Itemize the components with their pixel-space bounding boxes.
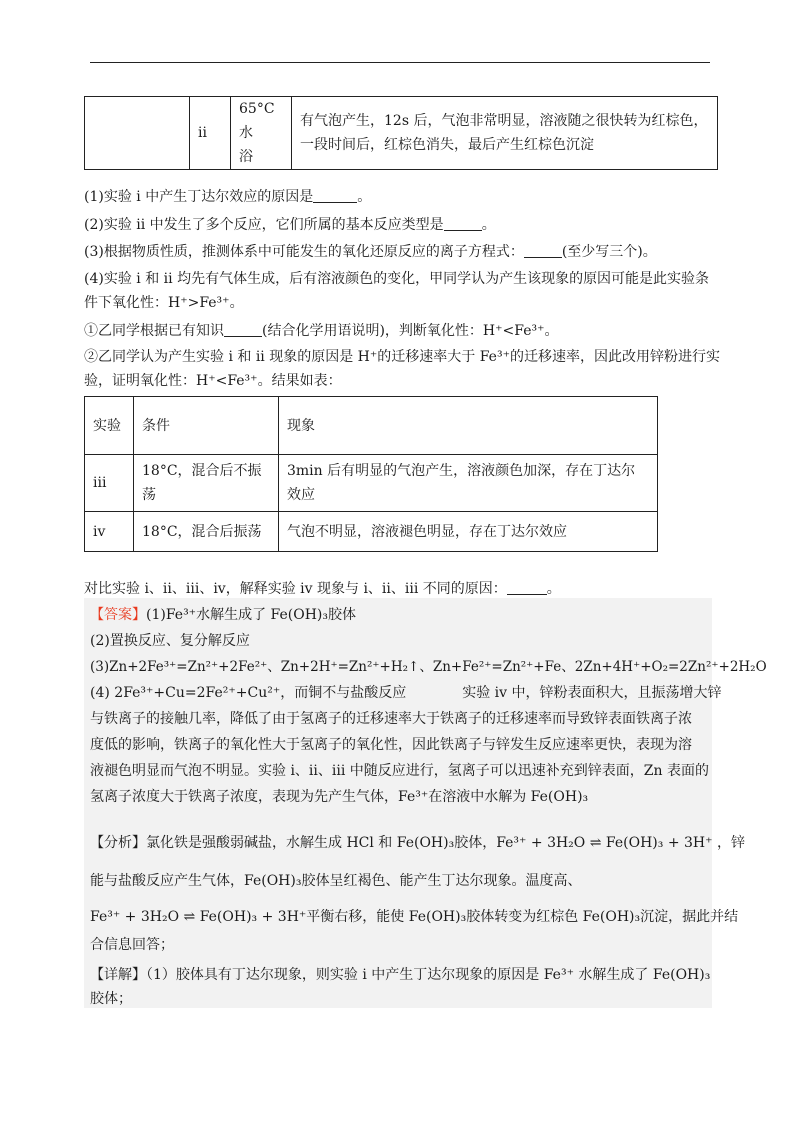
question-4: (4)实验 i 和 ii 均先有气体生成，后有溶液颜色的变化，甲同学认为产生该现象的原因可能是此实验条	[84, 271, 710, 287]
text: (至少写三个)。	[561, 244, 657, 260]
text: （1）胶体具有丁达尔现象，则实验 i 中产生丁达尔现象的原因是 Fe³⁺ 水解生成了 Fe(OH)₃	[146, 967, 711, 983]
answer-1	[90, 602, 710, 628]
answer-4	[90, 680, 722, 706]
detail-1	[90, 962, 710, 988]
row-result: 3min 后有明显的气泡产生，溶液颜色加深，存在丁达尔效应	[279, 455, 658, 512]
question-4-cont: 件下氧化性：H⁺>Fe³⁺。	[84, 295, 244, 311]
table-header-row	[85, 397, 658, 455]
text: 氯化铁是强酸弱碱盐，水解生成 HCl 和 Fe(OH)₃胶体，Fe³⁺ + 3H₂O ⇌ Fe(OH)₃ + 3H⁺ ，锌	[146, 835, 745, 851]
table-cell-empty	[85, 97, 190, 170]
question-4-1	[84, 318, 724, 344]
question-2	[84, 212, 724, 238]
answer-blank	[444, 216, 482, 231]
answer-blank	[507, 580, 547, 595]
answer-4-cont: 与铁离子的接触几率，降低了由于氢离子的迁移速率大于铁离子的迁移速率而导致锌表面铁离子浓	[90, 711, 692, 727]
cell-line: 一段时间后，红棕色消失，最后产生红棕色沉淀	[300, 137, 594, 153]
answer-4-cont: 液褪色明显而气泡不明显。实验 i、ii、iii 中随反应进行，氢离子可以迅速补充到锌表面，Zn 表面的	[90, 763, 709, 779]
answer-blank	[313, 188, 357, 203]
text: (1)Fe³⁺水解生成了 Fe(OH)₃胶体	[146, 607, 356, 623]
analysis-tag: 【分析】	[90, 835, 146, 851]
detail-tag: 【详解】	[90, 967, 146, 983]
row-id: iii	[85, 455, 134, 512]
answer-2: (2)置换反应、复分解反应	[90, 633, 250, 649]
text: 实验 iv 中，锌粉表面积大，且振荡增大锌	[462, 685, 722, 701]
text: 对比实验 i、ii、iii、iv，解释实验 iv 现象与 i、ii、iii 不同的原因：	[84, 581, 507, 597]
header-cell: 现象	[279, 397, 658, 455]
text: ①乙同学根据已有知识	[84, 323, 224, 339]
row-result: 气泡不明显，溶液褪色明显，存在丁达尔效应	[279, 512, 658, 552]
analysis-3: Fe³⁺ + 3H₂O ⇌ Fe(OH)₃ + 3H⁺平衡右移，能使 Fe(OH)₃胶体转变为红棕色 Fe(OH)₃沉淀，据此并结	[90, 909, 739, 925]
text: 。	[357, 189, 372, 205]
question-4-2-cont: 验，证明氧化性：H⁺<Fe³⁺。结果如表：	[84, 373, 342, 389]
answer-3: (3)Zn+2Fe³⁺=Zn²⁺+2Fe²⁺、Zn+2H⁺=Zn²⁺+H₂↑、Zn+Fe²⁺=Zn²⁺+Fe、2Zn+4H⁺+O₂=2Zn²⁺+2H₂O	[90, 659, 767, 675]
text: (3)根据物质性质，推测体系中可能发生的氧化还原反应的离子方程式：	[84, 244, 524, 260]
row-condition	[134, 455, 279, 512]
analysis-4: 合信息回答；	[90, 937, 174, 953]
cell-line: 65°C水	[239, 101, 275, 141]
question-4-2: ②乙同学认为产生实验 i 和 ii 现象的原因是 H⁺的迁移速率大于 Fe³⁺的迁移速率，因此改用锌粉进行实	[84, 349, 720, 365]
answer-4-cont: 氢离子浓度大于铁离子浓度，表现为先产生气体，Fe³⁺在溶液中水解为 Fe(OH)₃	[90, 789, 589, 805]
answer-4-cont: 度低的影响，铁离子的氧化性大于氢离子的氧化性，因此铁离子与锌发生反应速率更快，表现为溶	[90, 737, 692, 753]
header-rule	[90, 62, 710, 63]
cell-line: 18°C，混合后不振	[142, 463, 262, 479]
text: (2)实验 ii 中发生了多个反应，它们所属的基本反应类型是	[84, 217, 444, 233]
text: (4) 2Fe³⁺+Cu=2Fe²⁺+Cu²⁺，而铜不与盐酸反应	[90, 685, 407, 701]
row-id: iv	[85, 512, 134, 552]
experiment-table-top	[84, 96, 718, 170]
table-cell-condition	[231, 97, 292, 170]
header-cell: 条件	[134, 397, 279, 455]
header-text: 实验	[93, 417, 121, 434]
text: 。	[481, 217, 496, 233]
experiment-table	[84, 396, 658, 552]
detail-2: 胶体；	[90, 991, 132, 1007]
answer-blank	[524, 243, 562, 258]
cell-line: 荡	[142, 487, 156, 503]
text: (结合化学用语说明)，判断氧化性：H⁺<Fe³⁺。	[262, 323, 559, 339]
text: 。	[546, 581, 561, 597]
row-condition: 18°C，混合后振荡	[134, 512, 279, 552]
table-cell-id: ii	[190, 97, 231, 170]
cell-line: 有气泡产生，12s 后，气泡非常明显，溶液随之很快转为红棕色，	[300, 113, 708, 129]
analysis-2: 能与盐酸反应产生气体，Fe(OH)₃胶体呈红褐色、能产生丁达尔现象。温度高、	[90, 873, 582, 889]
cell-line: 浴	[239, 149, 253, 165]
table-cell-result	[292, 97, 718, 170]
table-row	[85, 97, 718, 170]
table-row	[85, 512, 658, 552]
question-1	[84, 184, 724, 210]
text: (1)实验 i 中产生丁达尔效应的原因是	[84, 189, 314, 205]
analysis-1	[90, 830, 745, 856]
answer-tag: 【答案】	[90, 607, 146, 623]
answer-blank	[224, 322, 262, 337]
table-row	[85, 455, 658, 512]
question-3	[84, 239, 724, 265]
header-cell	[85, 397, 134, 455]
